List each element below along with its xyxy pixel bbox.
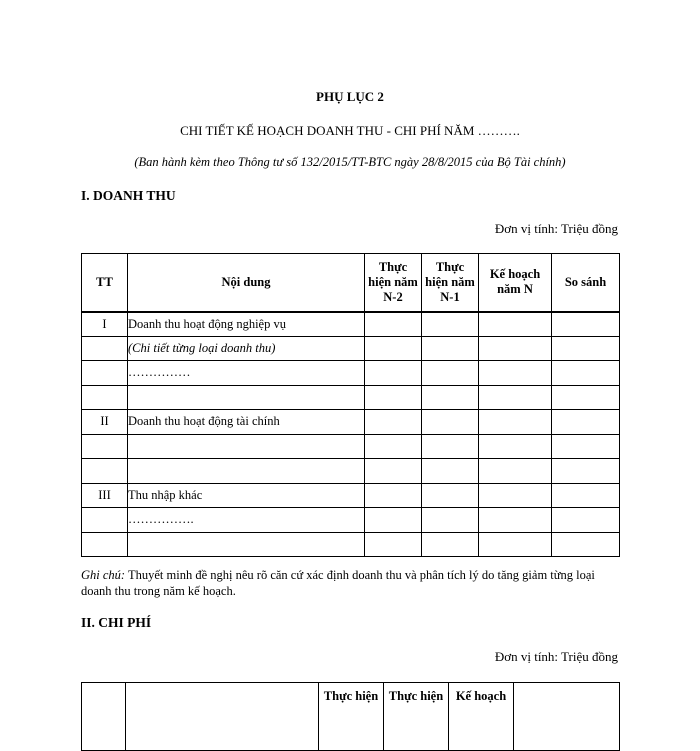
table-row (82, 532, 620, 557)
cell (552, 434, 620, 459)
cell (552, 532, 620, 557)
header-plan-n (479, 254, 552, 312)
expense-header-content (126, 683, 319, 751)
cell (479, 336, 552, 361)
table-row (82, 361, 620, 386)
expense-table (81, 682, 620, 751)
document-subtitle: CHI TIẾT KẾ HOẠCH DOANH THU - CHI PHÍ NĂM ………. (180, 123, 520, 138)
row-tt: III (82, 483, 128, 508)
cell (479, 410, 552, 435)
cell (479, 459, 552, 484)
header-actual-n2-line1: Thực (378, 259, 408, 274)
cell (422, 483, 479, 508)
table-row (82, 385, 620, 410)
row-tt: II (82, 410, 128, 435)
row-tt (82, 385, 128, 410)
cell (479, 312, 552, 337)
table-row (82, 434, 620, 459)
cell (422, 434, 479, 459)
cell (365, 336, 422, 361)
row-tt (82, 532, 128, 557)
header-tt: TT (82, 254, 128, 312)
footnote-label: Ghi chú: (81, 568, 126, 582)
expense-header-tt (82, 683, 126, 751)
cell (479, 483, 552, 508)
row-content (128, 434, 365, 459)
table-row (82, 336, 620, 361)
row-content (128, 532, 365, 557)
section-revenue-heading: I. DOANH THU (81, 188, 176, 203)
header-actual-n2-line2: hiện năm (368, 274, 418, 289)
expense-header-comparison (514, 683, 620, 751)
cell (552, 410, 620, 435)
cell (552, 312, 620, 337)
cell (365, 483, 422, 508)
cell (552, 508, 620, 533)
table-row (82, 410, 620, 435)
row-content (128, 385, 365, 410)
header-actual-n1 (422, 254, 479, 312)
row-tt (82, 434, 128, 459)
cell (552, 361, 620, 386)
cell (479, 508, 552, 533)
header-actual-n1-line3: N-1 (440, 289, 460, 304)
header-actual-n1-line2: hiện năm (425, 274, 475, 289)
expense-header-plan-n: Kế hoạch (449, 683, 514, 751)
row-content (128, 459, 365, 484)
expense-header-actual-n2: Thực hiện (319, 683, 384, 751)
revenue-table (81, 253, 620, 557)
cell (365, 459, 422, 484)
row-content: Doanh thu hoạt động nghiệp vụ (128, 312, 365, 337)
header-actual-n1-line1: Thực (435, 259, 465, 274)
row-tt: I (82, 312, 128, 337)
cell (479, 361, 552, 386)
row-tt (82, 336, 128, 361)
cell (422, 361, 479, 386)
cell (365, 385, 422, 410)
cell (479, 532, 552, 557)
cell (365, 410, 422, 435)
row-content: (Chi tiết từng loại doanh thu) (128, 336, 365, 361)
footnote (81, 567, 621, 599)
table-row (82, 312, 620, 337)
header-plan-n-line1: Kế hoạch (489, 267, 541, 282)
section-expense-heading: II. CHI PHÍ (81, 615, 152, 630)
cell (422, 508, 479, 533)
cell (552, 385, 620, 410)
cell (422, 385, 479, 410)
appendix-title: PHỤ LỤC 2 (316, 89, 384, 104)
issuance-note: (Ban hành kèm theo Thông tư số 132/2015/TT-BTC ngày 28/8/2015 của Bộ Tài chính) (134, 155, 566, 169)
cell (422, 532, 479, 557)
footnote-text: Thuyết minh đề nghị nêu rõ căn cứ xác định doanh thu và phân tích lý do tăng giảm từng loại doanh thu trong năm kế hoạch. (81, 568, 595, 598)
row-tt (82, 459, 128, 484)
header-actual-n2-line3: N-2 (383, 289, 403, 304)
unit-label-expense: Đơn vị tính: Triệu đồng (494, 649, 618, 664)
cell (479, 385, 552, 410)
row-tt (82, 361, 128, 386)
table-row (82, 483, 620, 508)
cell (365, 312, 422, 337)
header-plan-n-line2: năm N (497, 282, 533, 297)
cell (479, 434, 552, 459)
header-actual-n2 (365, 254, 422, 312)
cell (365, 361, 422, 386)
cell (552, 483, 620, 508)
row-content: Doanh thu hoạt động tài chính (128, 410, 365, 435)
header-comparison: So sánh (552, 254, 620, 312)
table-row (82, 459, 620, 484)
row-content: ……………. (128, 508, 365, 533)
cell (365, 434, 422, 459)
unit-label-revenue: Đơn vị tính: Triệu đồng (494, 221, 618, 236)
header-content: Nội dung (128, 254, 365, 312)
cell (365, 508, 422, 533)
expense-header-actual-n1: Thực hiện (384, 683, 449, 751)
cell (422, 312, 479, 337)
cell (552, 336, 620, 361)
cell (422, 459, 479, 484)
row-tt (82, 508, 128, 533)
cell (552, 459, 620, 484)
cell (422, 336, 479, 361)
table-row (82, 508, 620, 533)
row-content: Thu nhập khác (128, 483, 365, 508)
cell (422, 410, 479, 435)
cell (365, 532, 422, 557)
row-content: …………… (128, 361, 365, 386)
